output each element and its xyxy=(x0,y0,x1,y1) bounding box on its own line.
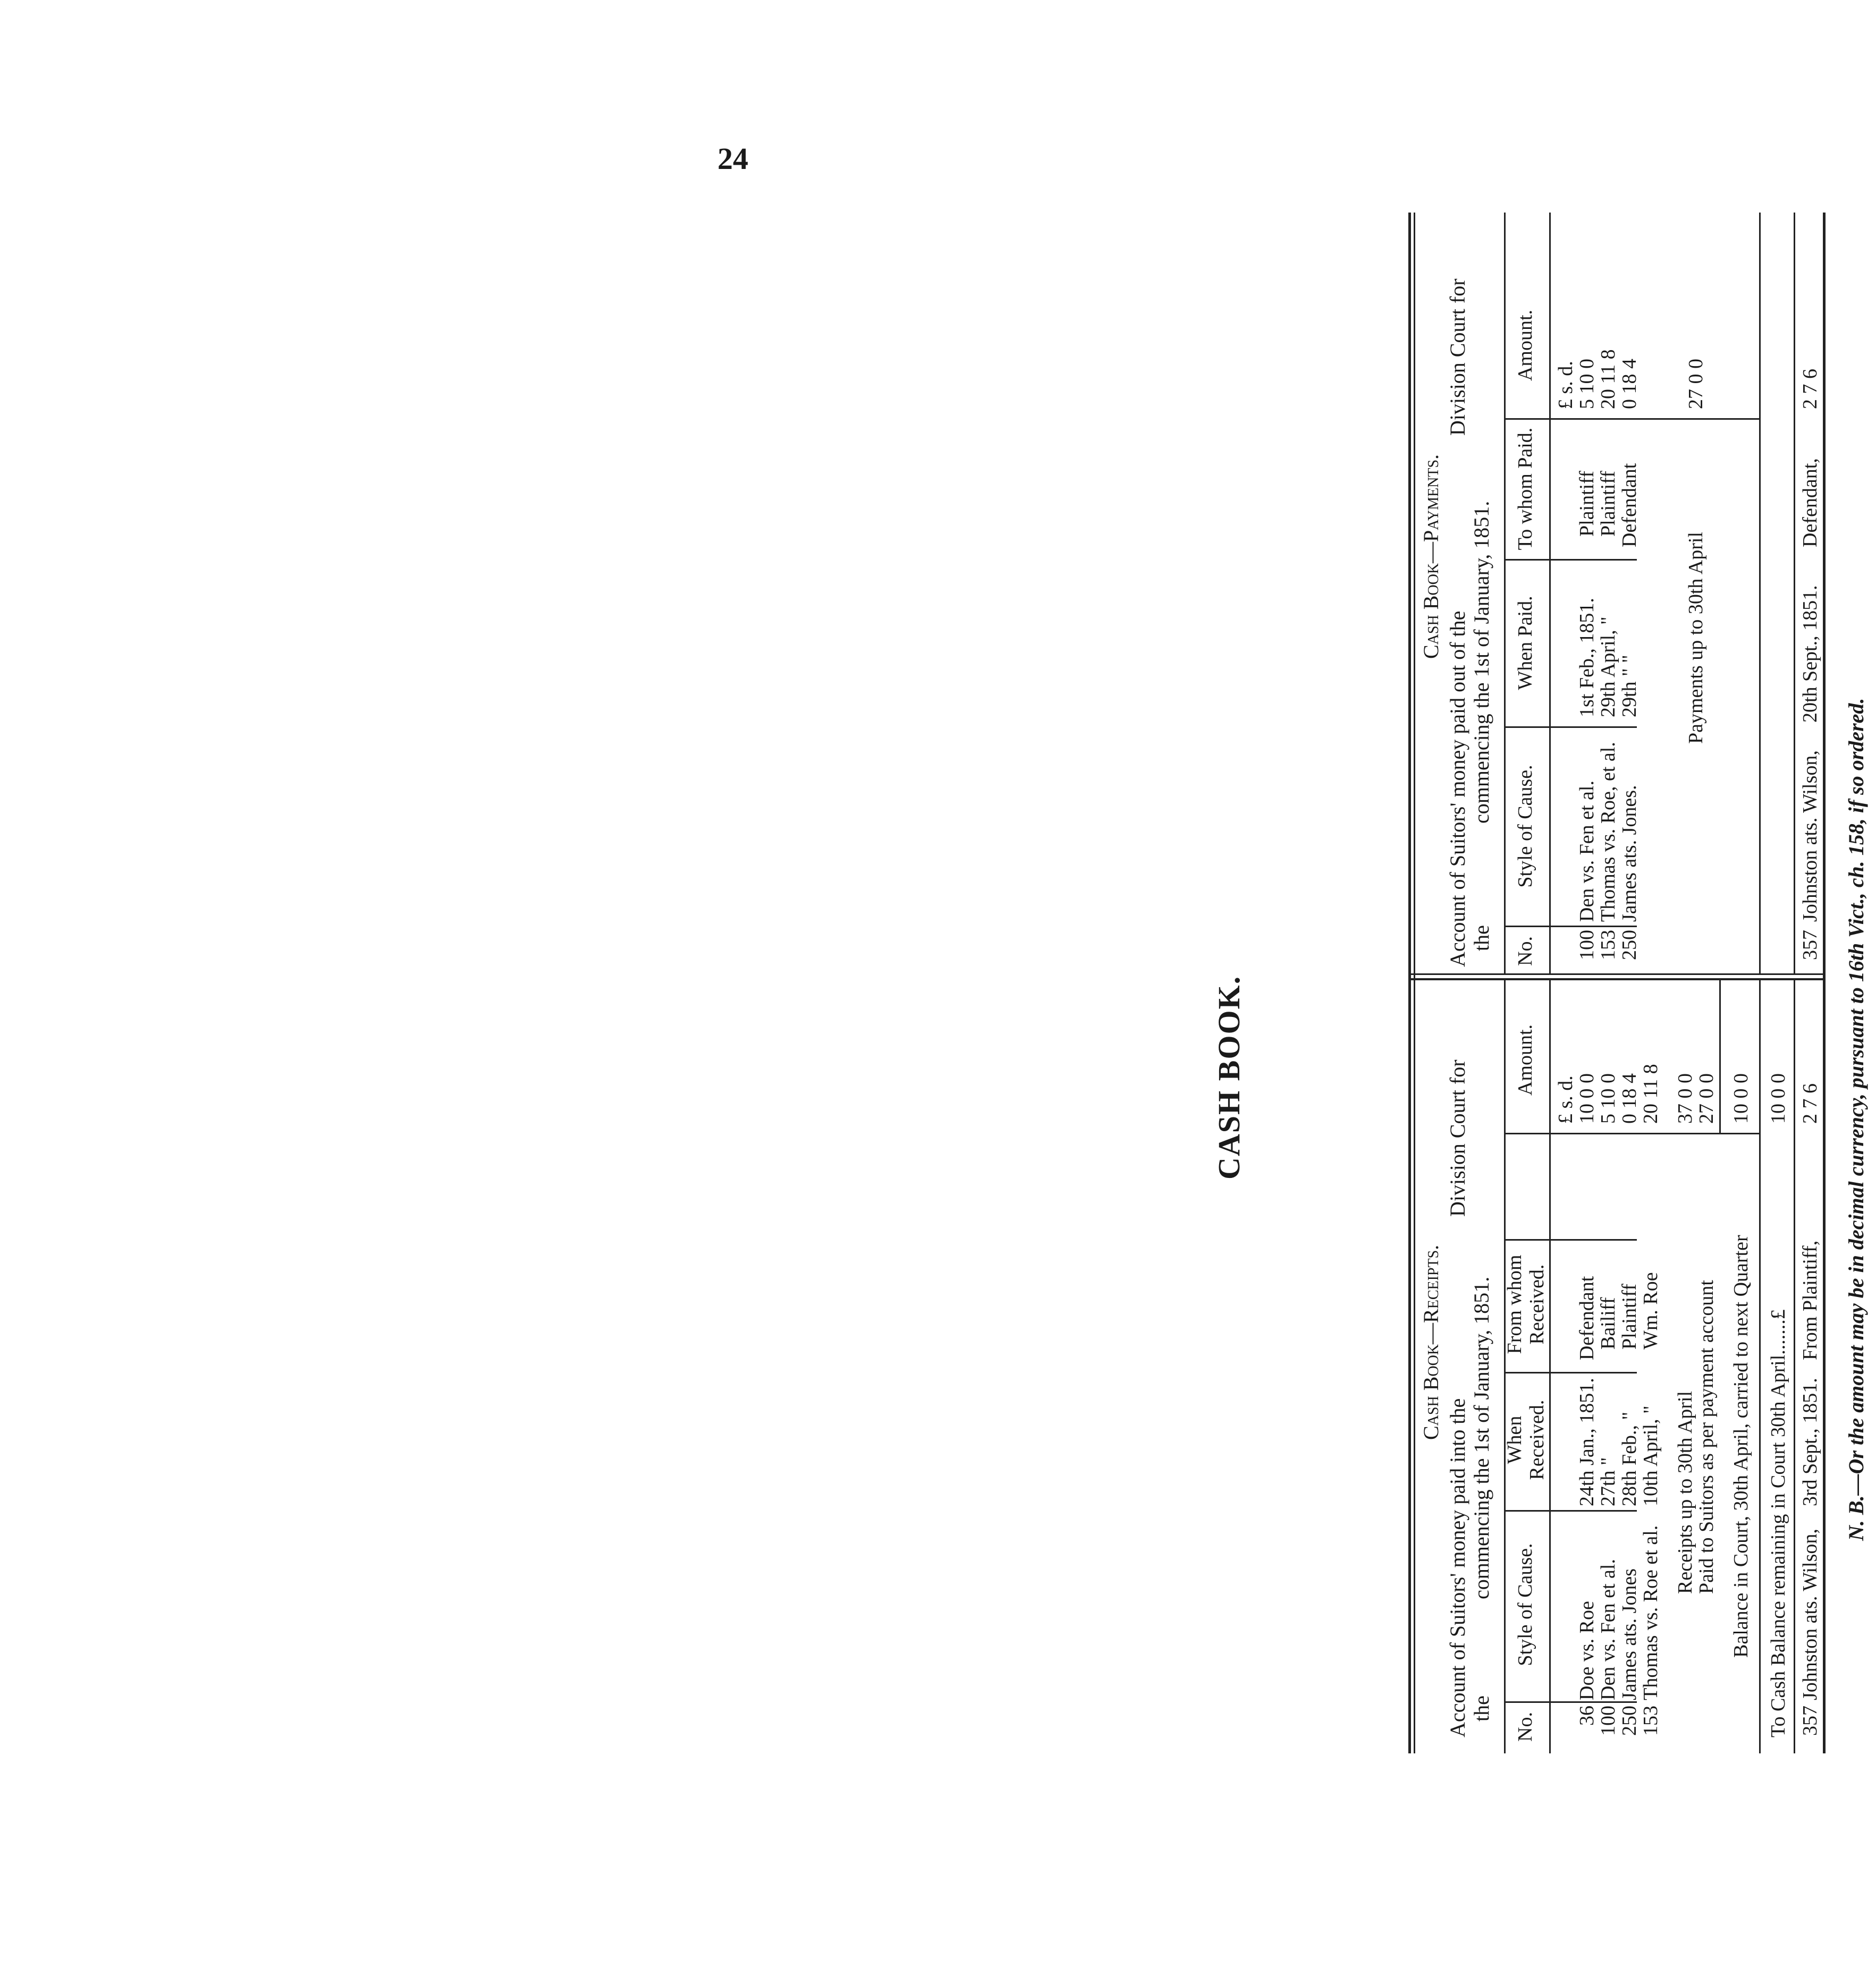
receipts-col-amount: Amount. xyxy=(1514,1024,1536,1096)
payment-row-to: Plaintiff xyxy=(1576,471,1598,537)
receipts-col-when: When Received. xyxy=(1503,1400,1548,1480)
receipts-paid-line: Paid to Suitors as per payment account xyxy=(1695,1280,1718,1594)
receipt-last-when: 3rd Sept., 1851. xyxy=(1799,1378,1821,1506)
receipts-account-commencing: commencing the 1st of January, 1851. xyxy=(1469,1276,1493,1599)
receipt-row-no: 36 xyxy=(1576,1706,1598,1726)
payments-vrule-2 xyxy=(1504,726,1637,728)
payments-col-amount: Amount. xyxy=(1514,309,1536,381)
receipts-balance-line: Balance in Court, 30th April, carried to next Quarter xyxy=(1730,1235,1752,1658)
payment-row-amount: 0 18 4 xyxy=(1618,359,1641,409)
payments-col-no: No. xyxy=(1514,936,1536,966)
receipts-header-rule-2 xyxy=(1549,980,1551,1753)
payments-total-line: Payments up to 30th April xyxy=(1685,532,1707,744)
page-title: CASH BOOK. xyxy=(1212,975,1246,1180)
payment-last-to: Defendant, xyxy=(1799,458,1821,547)
payment-row-no: 100 xyxy=(1576,930,1598,960)
receipt-row-from: Defendant xyxy=(1576,1276,1598,1360)
receipt-last-from: From Plaintiff, xyxy=(1799,1240,1821,1360)
footnote: N. B.—Or the amount may be in decimal currency, pursuant to 16th Vict., ch. 158, if so ordered. xyxy=(1844,698,1868,1541)
payment-row-amount: 5 10 0 xyxy=(1576,359,1598,409)
receipt-row-when: 24th Jan., 1851. xyxy=(1576,1378,1598,1506)
payment-row-style: Thomas vs. Roe, et al. xyxy=(1597,742,1619,922)
rule-bottom xyxy=(1823,213,1826,1753)
receipts-paid-amount: 27 0 0 xyxy=(1695,1073,1718,1124)
payments-currency: £ s. d. xyxy=(1554,361,1577,409)
payments-last-rule xyxy=(1794,213,1795,975)
payments-heading: Cash Book—Payments. xyxy=(1419,454,1443,659)
payment-row-no: 153 xyxy=(1597,930,1619,960)
receipt-row-amount: 5 10 0 xyxy=(1597,1073,1619,1124)
receipts-col-style: Style of Cause. xyxy=(1514,1543,1536,1666)
receipt-row-amount: 0 18 4 xyxy=(1618,1073,1641,1124)
receipt-row-no: 250 xyxy=(1618,1706,1641,1736)
divider-center-2 xyxy=(1408,973,1826,975)
payments-account-line1: Account of Suitors' money paid out of the xyxy=(1446,610,1469,967)
receipt-last-no: 357 xyxy=(1799,1706,1821,1736)
payment-last-when: 20th Sept., 1851. xyxy=(1799,585,1821,723)
payments-vrule-4 xyxy=(1504,418,1759,420)
receipts-header-rule xyxy=(1504,980,1506,1753)
payments-header-rule-2 xyxy=(1549,213,1551,975)
receipt-row-style: James ats. Jones xyxy=(1618,1568,1641,1700)
receipt-row-when: 28th Feb., " xyxy=(1618,1411,1641,1506)
receipt-row-style: Den vs. Fen et al. xyxy=(1597,1559,1619,1700)
receipts-balance-amount: 10 0 0 xyxy=(1730,1073,1752,1124)
receipts-last-rule xyxy=(1794,980,1795,1753)
receipts-vrule-3 xyxy=(1504,1372,1637,1373)
receipt-row-style: Thomas vs. Roe et al. xyxy=(1640,1525,1662,1700)
payments-balance-rule xyxy=(1759,213,1761,975)
payment-row-when: 29th April, " xyxy=(1597,616,1619,717)
receipt-row-from: Bailiff xyxy=(1597,1297,1619,1350)
divider-center xyxy=(1408,978,1826,980)
receipts-subtotal-rule xyxy=(1719,980,1721,1134)
payment-row-to: Plaintiff xyxy=(1597,471,1619,537)
receipt-last-amount: 2 7 6 xyxy=(1799,1083,1821,1124)
payments-col-to: To whom Paid. xyxy=(1514,427,1536,550)
receipt-row-style: Doe vs. Roe xyxy=(1576,1601,1598,1700)
receipts-heading: Cash Book—Receipts. xyxy=(1419,1244,1443,1440)
receipt-row-from: Wm. Roe xyxy=(1640,1272,1662,1350)
cash-book-table xyxy=(1079,202,1876,1753)
payments-header-rule xyxy=(1504,213,1506,975)
payment-last-no: 357 xyxy=(1799,930,1821,960)
payments-account-the: the xyxy=(1469,925,1493,951)
payments-col-style: Style of Cause. xyxy=(1514,765,1536,888)
receipt-row-when: 10th April, " xyxy=(1640,1405,1662,1506)
payments-vrule-3 xyxy=(1504,559,1637,561)
rule-top xyxy=(1408,213,1411,1753)
receipt-row-no: 100 xyxy=(1597,1706,1619,1736)
receipts-cash-balance-amount: 10 0 0 xyxy=(1767,1073,1789,1124)
receipts-vrule-1 xyxy=(1504,1701,1637,1703)
payment-row-amount: 20 11 8 xyxy=(1597,349,1619,409)
receipt-row-when: 27th " xyxy=(1597,1457,1619,1506)
receipt-row-no: 153 xyxy=(1640,1706,1662,1736)
payment-row-style: Den vs. Fen et al. xyxy=(1576,781,1598,922)
receipts-currency: £ s. d. xyxy=(1554,1075,1577,1124)
receipts-cash-balance-line: To Cash Balance remaining in Court 30th April.......£ xyxy=(1767,1309,1789,1737)
receipts-total-line: Receipts up to 30th April xyxy=(1674,1390,1696,1594)
receipts-account-court: Division Court for xyxy=(1446,1059,1469,1217)
payments-account-court: Division Court for xyxy=(1446,278,1469,436)
receipt-row-amount: 20 11 8 xyxy=(1640,1064,1662,1124)
receipt-row-from: Plaintiff xyxy=(1618,1284,1641,1350)
payment-row-to: Defendant xyxy=(1618,463,1641,547)
payment-row-when: 1st Feb., 1851. xyxy=(1576,598,1598,717)
receipts-balance-rule xyxy=(1759,980,1761,1753)
receipt-row-amount: 10 0 0 xyxy=(1576,1073,1598,1124)
receipt-last-style: Johnston ats. Wilson, xyxy=(1799,1529,1821,1700)
page-number: 24 xyxy=(717,141,748,176)
receipts-vrule-4 xyxy=(1504,1239,1637,1241)
payments-account-commencing: commencing the 1st of January, 1851. xyxy=(1469,501,1493,824)
payments-vrule-1 xyxy=(1504,926,1637,927)
payments-total-amount: 27 0 0 xyxy=(1685,359,1707,409)
rule-top-2 xyxy=(1414,213,1415,1753)
receipts-col-no: No. xyxy=(1514,1712,1536,1742)
receipts-account-line1: Account of Suitors' money paid into the xyxy=(1446,1398,1469,1737)
receipts-vrule-2 xyxy=(1504,1510,1637,1512)
payment-row-style: James ats. Jones. xyxy=(1618,785,1641,922)
payments-col-when: When Paid. xyxy=(1514,596,1536,690)
receipts-total-amount: 37 0 0 xyxy=(1674,1073,1696,1124)
receipts-col-from: From whom Received. xyxy=(1503,1254,1548,1354)
payment-last-amount: 2 7 6 xyxy=(1799,369,1821,409)
payment-row-when: 29th " " xyxy=(1618,655,1641,717)
receipts-account-the: the xyxy=(1469,1695,1493,1721)
receipts-vrule-5 xyxy=(1504,1133,1759,1134)
payment-row-no: 250 xyxy=(1618,930,1641,960)
payment-last-style: Johnston ats. Wilson, xyxy=(1799,750,1821,922)
